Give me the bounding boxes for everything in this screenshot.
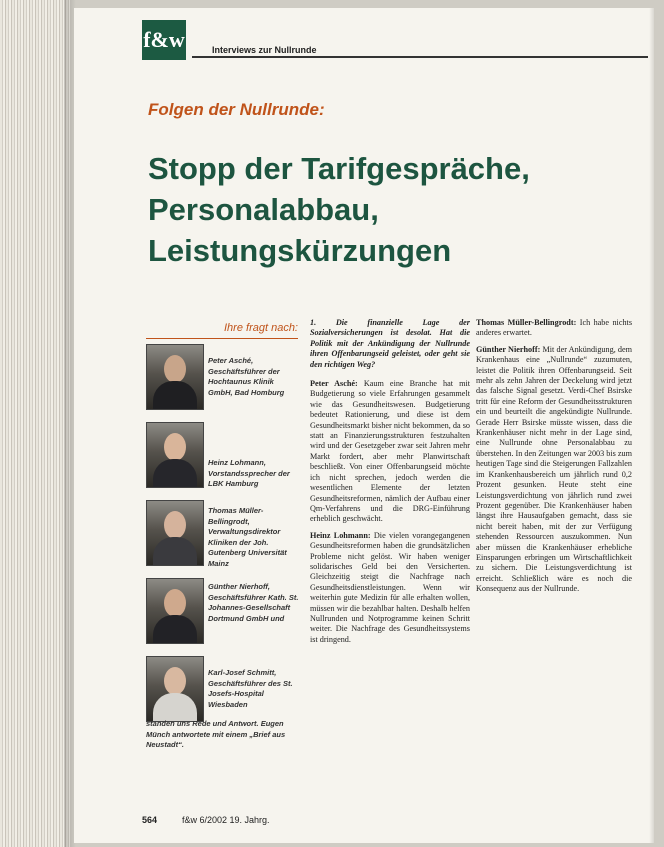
answer-paragraph xyxy=(310,531,470,645)
portrait-caption: Heinz Lohmann, Vorstandssprecher der LBK Hamburg xyxy=(208,458,290,488)
portrait-photo xyxy=(146,344,204,410)
article-column xyxy=(310,318,470,796)
magazine-logo: f&w xyxy=(142,20,186,60)
portrait-caption: Peter Asché, Geschäftsführer der Hochtaunus Klinik GmbH, Bad Homburg xyxy=(208,356,285,397)
magazine-page xyxy=(74,8,654,843)
answer-text: Die vielen vorangegangenen Gesundheitsreformen haben die grundsätzlichen Probleme nicht gelöst. Wir haben weniger solidarisches Geld bei den Versicherten. Gleichzeitig steigt die Nachfrage nach Gesundheitsdienstleistungen. Wenn wir weiterhin gute Medizin für alle erhalten wollen, müssen wir die bezahlbar halten. Deshalb helfen Nullrunden und Notprogramme keinen Schritt weiter. Die Nachfrage des Gesundheitssystems ist dringend. xyxy=(310,530,470,644)
portrait-photo xyxy=(146,422,204,488)
answer-text: Mit der Ankündigung, dem Krankenhaus eine „Nullrunde“ zuzumuten, leistet die Politik ihren Offenbarungseid. Seit mehr als zehn Jahren der Deckelung wird jetzt das falsche Signal gesetzt. Verdi-Chef Bsirske tritt für eine Reform der Gesundheitsstrukturen ein und beurteilt die angekündigte Nullrunde. Gerade Herr Bsirske müsste wissen, dass die Krankenhäuser nicht mehr in der Lage sind, eine Nullrunde ohne Personalabbau zu überstehen. In den Zeitungen war 2003 bis zum heutigen Tage sind die Steigerungen Fallzahlen im Krankenhausbereich um jährlich rund 0,2 Prozent gesunken. Heute steht eine Leistungsverdichtung von jährlich rund zwei Prozent gegenüber. Die Krankenhäuser haben längst ihre Hausaufgaben gemacht, dass sie nicht bereit haben, mit der zur Verfügung stehenden Ressourcen auszukommen. Nun aber müssen die Krankenhäuser erhebliche Einsparungen erbringen um Wirtschaftlichkeit zu sichern. Die Leistungsverdichtung ist erreicht. Schließlich wäre es noch die Konsequenz aus der Nullrunde. xyxy=(476,344,632,594)
sidebar-rule xyxy=(146,338,298,339)
magazine-issue: f&w 6/2002 19. Jahrg. xyxy=(182,815,270,825)
portrait-photo xyxy=(146,656,204,722)
section-header: Interviews zur Nullrunde xyxy=(212,45,317,55)
portrait-photo xyxy=(146,578,204,644)
portrait-caption: Günther Nierhoff, Geschäftsführer Kath. St. Johannes-Gesellschaft Dortmund GmbH und xyxy=(208,582,299,623)
interview-question: 1. Die finanzielle Lage der Sozialversicherungen ist desolat. Hat die Politik mit der Ankündigung der Nullrunde ihren Offenbarungseid geleistet, oder geht sie den richtigen Weg? xyxy=(310,318,470,369)
answer-paragraph xyxy=(476,345,632,595)
speaker-name: Heinz Lohmann: xyxy=(310,530,371,540)
headline-line: Stopp der Tarifgespräche, xyxy=(148,151,530,186)
book-spine xyxy=(0,0,70,847)
answer-text: Kaum eine Branche hat mit Budgetierung so viele Erfahrungen gesammelt wie das Gesundheitswesen. Budgetierung bedeutet Rationierung, und diese ist dem Gesundheitsmarkt bisher nicht bekommen, da so statt an Finanzierungsstrukturen festzuhalten wird und der Gesetzgeber zwar seit Jahren mehr Markt fordert, aber mehr Planwirtschaft beschließt. Von einer Offenbarungseid möchte ich nicht sprechen, jedoch werden die wesentlichen Elemente der letzten Gesundheitsreformen, nämlich der Aufbau einer Qm-Verfahrens und die DRG-Einführung erheblich geschwächt. xyxy=(310,379,470,524)
article-kicker: Folgen der Nullrunde: xyxy=(148,100,325,119)
article-headline xyxy=(148,148,628,271)
portrait-caption: Thomas Müller-Bellingrodt, Verwaltungsdirektor Kliniken der Joh. Gutenberg Universität Mainz xyxy=(208,506,287,568)
headline-line: Leistungskürzungen xyxy=(148,233,452,268)
answer-paragraph xyxy=(310,379,470,525)
headline-line: Personalabbau, xyxy=(148,192,379,227)
header-rule xyxy=(192,56,648,58)
portrait-caption: Karl-Josef Schmitt, Geschäftsführer des St. Josefs-Hospital Wiesbaden xyxy=(208,668,293,709)
speaker-name: Günther Nierhoff: xyxy=(476,344,541,354)
article-column xyxy=(476,318,632,796)
page-number: 564 xyxy=(142,815,158,825)
speaker-name: Peter Asché: xyxy=(310,379,358,389)
answer-paragraph xyxy=(476,318,632,339)
page-edge-shadow xyxy=(649,8,654,843)
sidebar-title: Ihre fragt nach: xyxy=(224,322,298,334)
speaker-name: Thomas Müller-Bellingrodt: xyxy=(476,318,577,327)
sidebar-note: standen uns Rede und Antwort. Eugen Münch antwortete mit einem „Brief aus Neustadt“. xyxy=(146,719,286,749)
answer-text: Ich habe nichts anderes erwartet. xyxy=(476,318,632,338)
portrait-photo xyxy=(146,500,204,566)
